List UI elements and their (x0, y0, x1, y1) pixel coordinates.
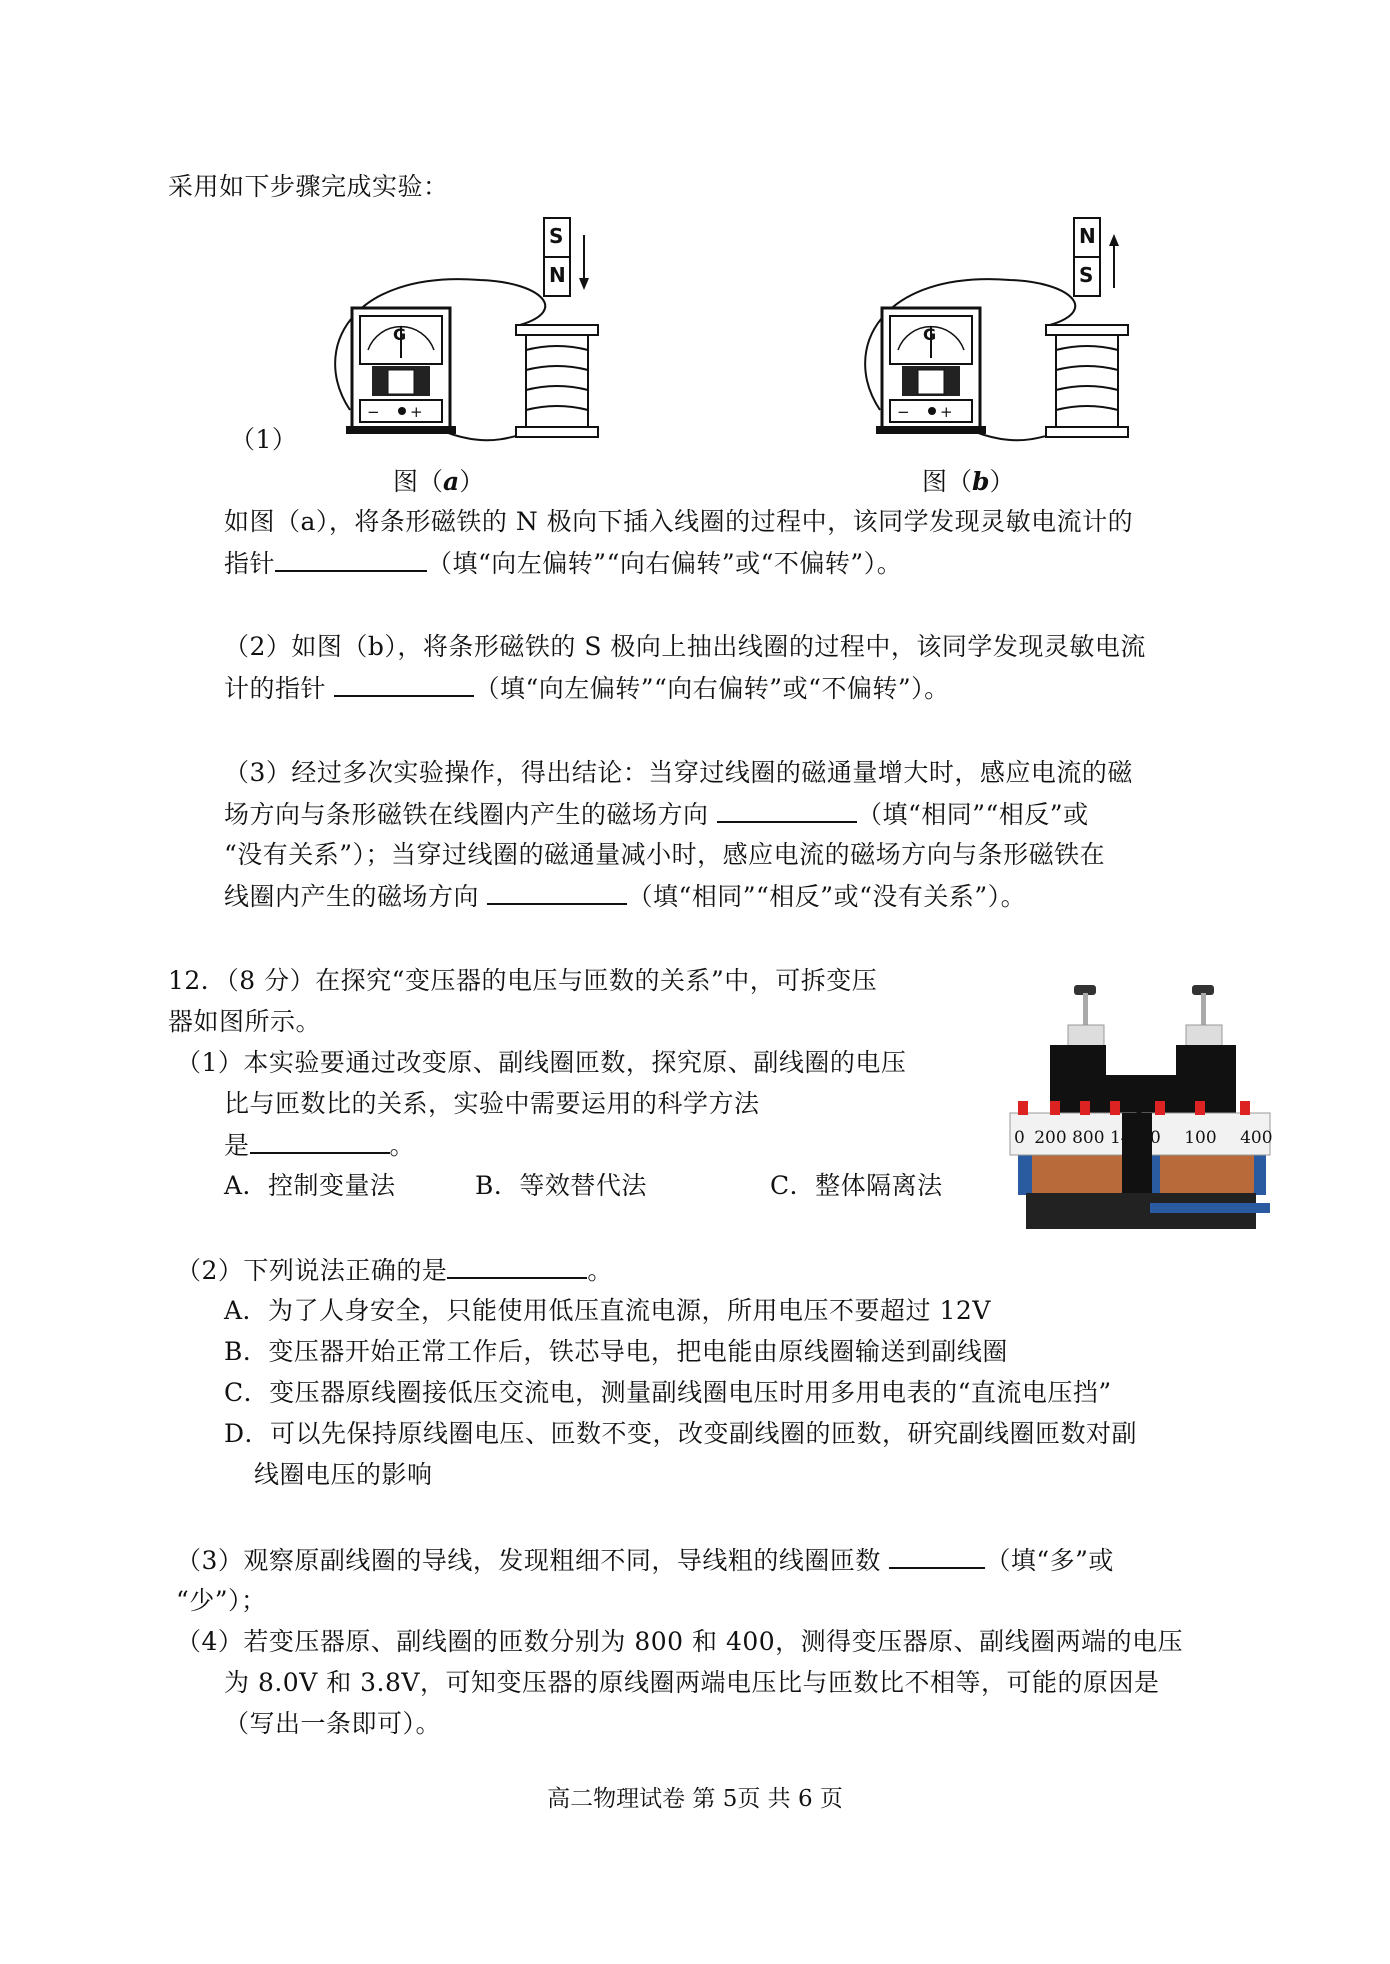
q12-part3-line1-a: （3）观察原副线圈的导线，发现粗细不同，导线粗的线圈匝数 (176, 1546, 890, 1575)
q12-part1-line3 (224, 1130, 415, 1161)
answer-blank-6[interactable] (447, 1255, 587, 1279)
magnet-b-top-label: N (1079, 224, 1097, 248)
meter-b-plus: + (940, 403, 954, 421)
magnet-a-top-label: S (549, 224, 564, 248)
meter-b-minus: − (897, 403, 911, 421)
scale-left-0: 0 (1014, 1128, 1025, 1148)
answer-blank-3[interactable] (717, 799, 857, 823)
q11-part3-line4-b: （填“相同”“相反”或“没有关系”）。 (627, 882, 1027, 911)
q12-part1-option-a[interactable]: A．控制变量法 (224, 1171, 396, 1200)
q12-part1-line3-a: 是 (224, 1131, 250, 1160)
figure-b-caption-suffix: ） (989, 467, 1015, 496)
q11-part2-line2-b: （填“向左偏转”“向右偏转”或“不偏转”）。 (474, 674, 950, 703)
q11-part1-line2-b: （填“向左偏转”“向右偏转”或“不偏转”）。 (427, 549, 903, 578)
figure-b-caption-letter: b (972, 467, 990, 496)
q12-stem-line1: 12．（8 分）在探究“变压器的电压与匝数的关系”中，可拆变压 (168, 966, 878, 995)
q12-part3-line1-b: （填“多”或 (985, 1546, 1114, 1575)
transformer-right-scale (1150, 1123, 1273, 1153)
q12-part1-line3-b: 。 (389, 1131, 416, 1160)
q12-part2-option-a[interactable]: A．为了人身安全，只能使用低压直流电源，所用电压不要超过 12V (224, 1296, 991, 1325)
q11-part3-line1: （3）经过多次实验操作，得出结论：当穿过线圈的磁通量增大时，感应电流的磁 (224, 758, 1133, 787)
q12-part1-option-c[interactable]: C．整体隔离法 (770, 1171, 943, 1200)
q12-part2-stem (176, 1255, 613, 1286)
q11-part1-line2-a: 指针 (224, 549, 276, 578)
meter-a-letter: G (393, 325, 407, 344)
q12-part3-line2: “少”）； (176, 1586, 267, 1615)
scale-right-100: 100 (1184, 1128, 1217, 1148)
q12-part2-option-b[interactable]: B．变压器开始正常工作后，铁芯导电，把电能由原线圈输送到副线圈 (224, 1337, 1008, 1366)
q12-part4-line2: 为 8.0V 和 3.8V，可知变压器的原线圈两端电压比与匝数比不相等，可能的原因是 (224, 1668, 1160, 1697)
q12-part3-line1 (176, 1545, 1114, 1576)
q12-part2-option-d-line1[interactable]: D．可以先保持原线圈电压、匝数不变，改变副线圈的匝数，研究副线圈匝数对副 (224, 1419, 1138, 1448)
scale-right-0: 0 (1150, 1128, 1161, 1148)
q11-part3-line2-b: （填“相同”“相反”或 (856, 800, 1089, 829)
answer-blank-7[interactable] (889, 1545, 985, 1569)
q11-part3-line2-a: 场方向与条形磁铁在线圈内产生的磁场方向 (224, 800, 717, 829)
scale-right-400: 400 (1240, 1128, 1273, 1148)
q12-part2-stem-a: （2）下列说法正确的是 (176, 1256, 448, 1285)
transformer-photo (1010, 965, 1273, 1235)
q11-part1-line1: 如图（a），将条形磁铁的 N 极向下插入线圈的过程中，该同学发现灵敏电流计的 (224, 507, 1134, 536)
q11-part3-line2 (224, 799, 1089, 830)
q12-part2-option-d-line2: 线圈电压的影响 (254, 1460, 433, 1489)
figure-a-caption-suffix: ） (459, 467, 485, 496)
figure-a-caption (393, 462, 484, 498)
answer-blank-5[interactable] (250, 1130, 390, 1154)
scale-left-800: 800 (1072, 1128, 1105, 1148)
meter-a-minus: − (367, 403, 381, 421)
q11-part1-line2 (224, 548, 902, 579)
intro-text: 采用如下步骤完成实验： (168, 172, 449, 201)
scale-left-1400: 1400 (1109, 1128, 1154, 1148)
figure-a-caption-letter: a (443, 467, 460, 496)
scale-left-200: 200 (1034, 1128, 1067, 1148)
meter-b-letter: G (923, 325, 937, 344)
q11-part2-line1: （2）如图（b），将条形磁铁的 S 极向上抽出线圈的过程中，该同学发现灵敏电流 (224, 632, 1146, 661)
q11-part3-line3: “没有关系”）；当穿过线圈的磁通量减小时，感应电流的磁场方向与条形磁铁在 (224, 840, 1106, 869)
q12-part4-line3: （写出一条即可）。 (224, 1709, 442, 1738)
q11-part3-line4 (224, 881, 1026, 912)
item-marker-1: （1） (230, 425, 298, 454)
answer-blank-1[interactable] (275, 548, 427, 572)
answer-blank-2[interactable] (334, 673, 474, 697)
q12-part4-line1: （4）若变压器原、副线圈的匝数分别为 800 和 400，测得变压器原、副线圈两端的电压 (176, 1627, 1184, 1656)
answer-blank-4[interactable] (487, 881, 627, 905)
q12-part2-stem-b: 。 (587, 1256, 613, 1285)
q11-part3-line4-a: 线圈内产生的磁场方向 (224, 882, 488, 911)
figure-a-caption-prefix: 图（ (393, 467, 444, 496)
transformer-left-scale (1014, 1123, 1153, 1153)
figure-b-caption-prefix: 图（ (922, 467, 973, 496)
meter-a-plus: + (410, 403, 424, 421)
magnet-a-bottom-label: N (549, 263, 567, 287)
q12-part1-option-b[interactable]: B．等效替代法 (475, 1171, 647, 1200)
q12-part2-option-c[interactable]: C．变压器原线圈接低压交流电，测量副线圈电压时用多用电表的“直流电压挡” (224, 1378, 1112, 1407)
magnet-b-bottom-label: S (1079, 263, 1094, 287)
figure-b-caption (922, 462, 1015, 498)
page-footer: 高二物理试卷 第 5页 共 6 页 (547, 1786, 843, 1812)
q11-part2-line2 (224, 673, 950, 704)
q11-part2-line2-a: 计的指针 (224, 674, 335, 703)
q12-stem-line2: 器如图所示。 (168, 1007, 322, 1036)
q12-part1-line1: （1）本实验要通过改变原、副线圈匝数，探究原、副线圈的电压 (176, 1048, 907, 1077)
q12-part1-line2: 比与匝数比的关系，实验中需要运用的科学方法 (224, 1089, 760, 1118)
